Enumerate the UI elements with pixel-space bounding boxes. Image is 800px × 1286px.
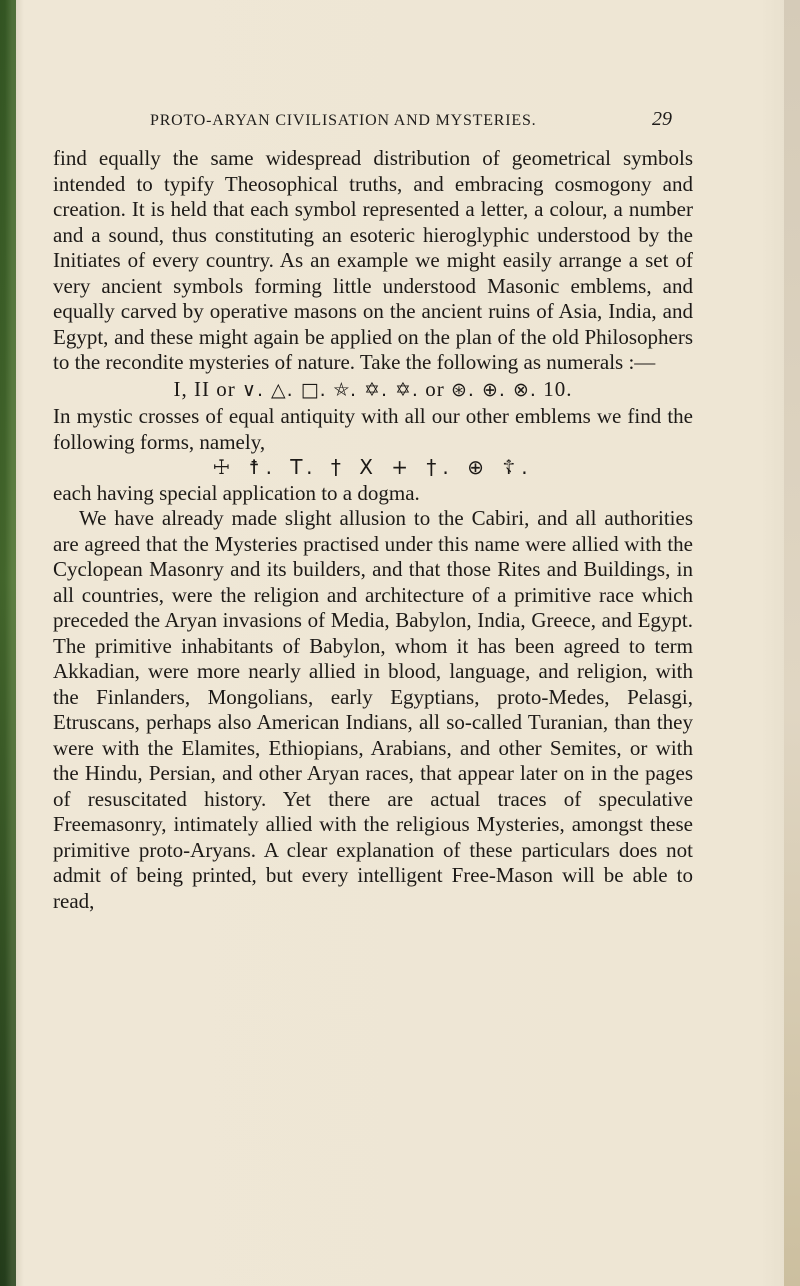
paragraph-geometric-symbols: find equally the same widespread distribution of geometrical symbols intended to typify Theosophical truths, and embracing cosmogony and creation. It is held that each symbol represented a letter, a colour, a number and a sound, thus constituting an esoteric hieroglyphic understood by the Initiates of every country. As an example we might easily arrange a set of very ancient symbols forming little understood Masonic emblems, and equally carved by operative masons on the ancient ruins of Asia, India, and Egypt, and these might again be applied on the plan of the old Philosophers to the recondite mysteries of nature. Take the following as numerals :— <box>53 146 693 374</box>
paragraph-mystic-crosses: In mystic crosses of equal antiquity with all our other emblems we find the following forms, namely, <box>53 404 693 454</box>
numeral-symbols-group-a: ∨. △. □. ⛤. ✡. ✡. <box>242 378 419 401</box>
running-head: PROTO-ARYAN CIVILISATION AND MYSTERIES. <box>150 112 537 129</box>
mystic-crosses-line: ☩ ☨. T. † X + †. ⊕ ☦. <box>212 455 534 479</box>
page-fore-edge <box>784 0 800 1286</box>
page-number: 29 <box>652 108 672 130</box>
paragraph-dogma: each having special application to a dogma. <box>53 480 420 505</box>
paragraph-cabiri: We have already made slight allusion to the Cabiri, and all authorities are agreed that the Mysteries practised under this name were allied with the Cyclopean Masonry and its builders, and that those Rites and Buildings, in all countries, were the religion and architecture of a primitive race which preceded the Aryan invasions of Media, Babylon, India, Greece, and Egypt. The primitive inhabitants of Babylon, whom it has been agreed to term Akkadian, were more nearly allied in blood, language, and religion, with the Finlanders, Mongolians, early Egyptians, proto-Medes, Pelasgi, Etruscans, perhaps also American Indians, all so-called Turanian, than they were with the Elamites, Ethiopians, Arabians, and other Semites, or with the Hindu, Persian, and other Aryan races, that appear later on in the pages of resuscitated history. Yet there are actual traces of speculative Freemasonry, intimately allied with the religious Mysteries, amongst these primitive proto-Aryans. A clear explanation of these particulars does not admit of being printed, but every intelligent Free-Mason will be able to read, <box>53 506 693 913</box>
book-spine-edge <box>0 0 16 1286</box>
numerals-or: or <box>425 376 445 401</box>
numerals-prefix: I, II or <box>173 376 236 401</box>
numerals-suffix: 10. <box>543 376 573 401</box>
numeral-symbols-group-b: ⊛. ⊕. ⊗. <box>450 378 537 401</box>
numerals-symbol-line <box>53 377 693 404</box>
page-body <box>53 146 693 914</box>
